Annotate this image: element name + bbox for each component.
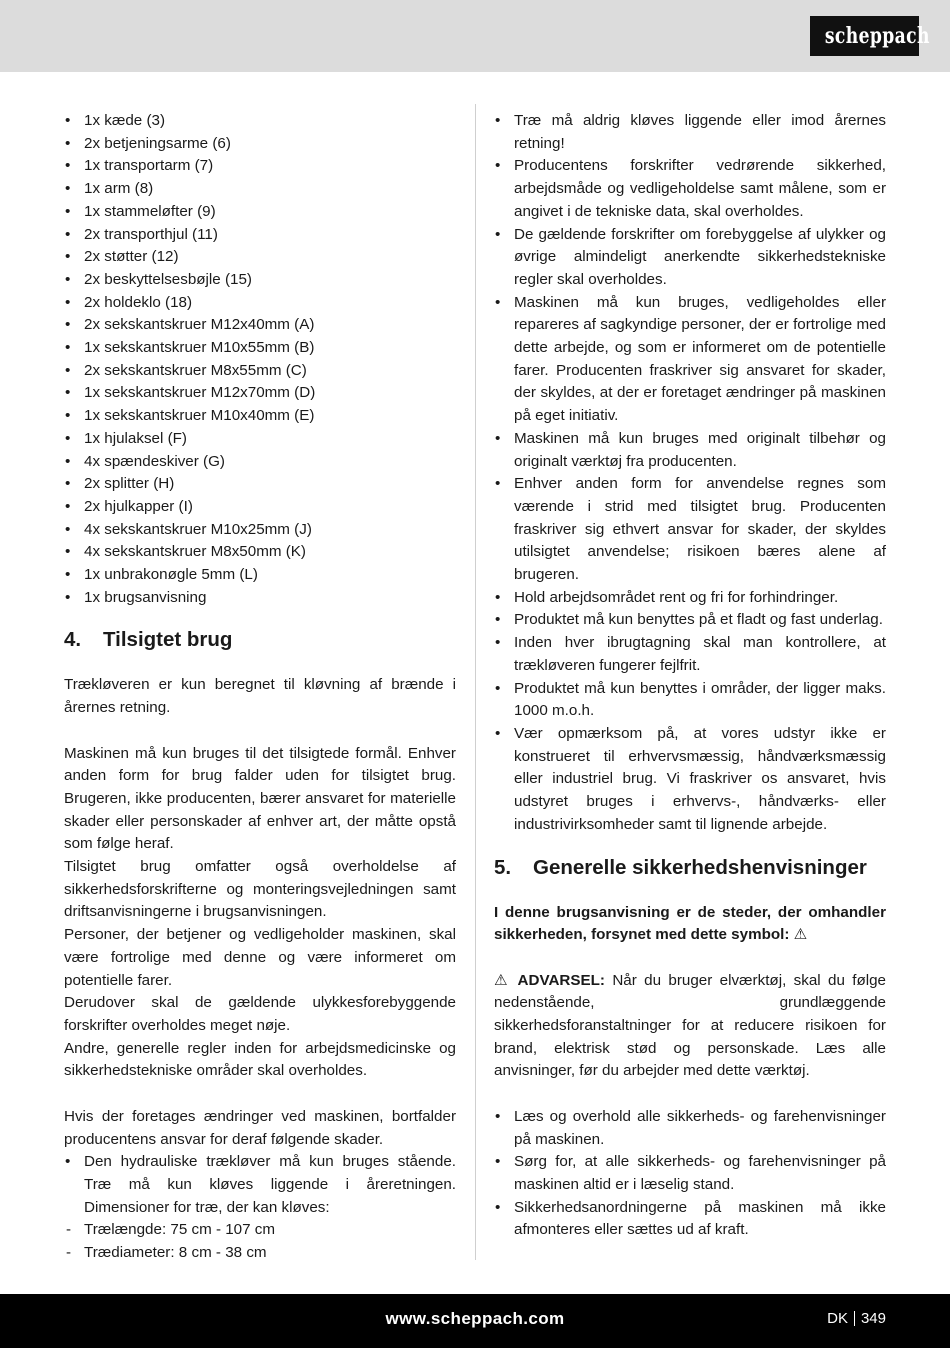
paragraph: Andre, generelle regler inden for arbejdsmedicinske og sikkerhedstekniske områder skal overholdes. xyxy=(64,1039,456,1080)
parts-list xyxy=(64,110,456,609)
parts-list-item: • 1x sekskantskruer M10x55mm (B) xyxy=(64,337,456,360)
list-item: • Hold arbejdsområdet rent og fri for forhindringer. xyxy=(494,587,886,610)
section-5-number: 5. xyxy=(494,855,512,879)
parts-list-item: • 4x sekskantskruer M10x25mm (J) xyxy=(64,519,456,542)
page-number: 349 xyxy=(860,1310,886,1327)
paragraph: Derudover skal de gældende ulykkesforebyggende forskrifter overholdes meget nøje. xyxy=(64,994,456,1034)
list-item: • Vær opmærksom på, at vores udstyr ikke er konstrueret til erhvervsmæssig, håndværksmæssig eller industriel brug. Vi fraskriver os ansvaret, hvis udstyret bruges i erhvervs-, håndværks- eller industrivirksomheder samt til lignende arbejde. xyxy=(494,723,886,837)
footer xyxy=(0,1294,950,1348)
dimension-item: - Trædiameter: 8 cm - 38 cm xyxy=(64,1242,456,1265)
footer-url: www.scheppach.com xyxy=(385,1309,565,1328)
warning-text: Når du bruger elværktøj, skal du følge nedenstående, grundlæggende sikkerhedsforanstaltninger for at reducere risikoen for brand, elektrisk stød og personskade. Læs alle anvisninger, før du arbejder med dette værktøj. xyxy=(494,971,886,1080)
language-code: DK xyxy=(827,1310,848,1327)
parts-list-item: • 2x støtter (12) xyxy=(64,246,456,269)
left-column xyxy=(64,110,456,1265)
paragraph: Hvis der foretages ændringer ved maskinen, bortfalder producentens ansvar for deraf følgende skader. xyxy=(64,1107,456,1148)
usage-bullet-list xyxy=(64,1151,456,1265)
list-item: • Producentens forskrifter vedrørende sikkerhed, arbejdsmåde og vedligeholdelse samt målene, som er angivet i de tekniske data, skal overholdes. xyxy=(494,155,886,223)
parts-list-item: • 1x kæde (3) xyxy=(64,110,456,133)
parts-list-item: • 4x sekskantskruer M8x50mm (K) xyxy=(64,541,456,564)
list-item: • Maskinen må kun bruges med originalt tilbehør og originalt værktøj fra producenten. xyxy=(494,428,886,473)
paragraph: Trækløveren er kun beregnet til kløvning af brænde i årernes retning. xyxy=(64,676,456,717)
parts-list-item: • 2x transporthjul (11) xyxy=(64,224,456,247)
warning-paragraph xyxy=(494,970,886,1084)
list-item: • Produktet må kun benyttes i områder, der ligger maks. 1000 m.o.h. xyxy=(494,678,886,723)
parts-list-item: • 1x brugsanvisning xyxy=(64,587,456,610)
list-item: • Inden hver ibrugtagning skal man kontrollere, at trækløveren fungerer fejlfrit. xyxy=(494,632,886,677)
safety-intro: I denne brugsanvisning er de steder, der omhandler sikkerheden, forsynet med dette symbol: ⚠ xyxy=(494,903,886,944)
rules-list xyxy=(494,110,886,837)
parts-list-item: • 1x sekskantskruer M10x40mm (E) xyxy=(64,405,456,428)
list-item: • Sikkerhedsanordningerne på maskinen må ikke afmonteres eller sættes ud af kraft. xyxy=(494,1197,886,1242)
list-item: • De gældende forskrifter om forebyggelse af ulykker og øvrige almindeligt anerkendte sikkerhedstekniske regler skal overholdes. xyxy=(494,224,886,292)
list-item: • Læs og overhold alle sikkerheds- og farehenvisninger på maskinen. xyxy=(494,1106,886,1151)
logo-text: scheppach xyxy=(824,23,930,49)
list-item xyxy=(64,1151,456,1265)
parts-list-item: • 2x splitter (H) xyxy=(64,473,456,496)
parts-list-item: • 2x hjulkapper (I) xyxy=(64,496,456,519)
parts-list-item: • 1x sekskantskruer M12x70mm (D) xyxy=(64,382,456,405)
parts-list-item: • 2x sekskantskruer M8x55mm (C) xyxy=(64,360,456,383)
parts-list-item: • 4x spændeskiver (G) xyxy=(64,451,456,474)
list-item: • Maskinen må kun bruges, vedligeholdes eller repareres af sagkyndige personer, der er fortrolige med dette arbejde, og som er informeret om de potentielle farer. Producenten fraskriver sig ansvaret for skader, der skyldes, at der er foretaget ændringer på maskinen på eget initiativ. xyxy=(494,292,886,428)
list-item: • Produktet må kun benyttes på et fladt og fast underlag. xyxy=(494,609,886,632)
list-item: • Træ må aldrig kløves liggende eller imod årernes retning! xyxy=(494,110,886,155)
dimension-item: - Trælængde: 75 cm - 107 cm xyxy=(64,1219,456,1242)
parts-list-item: • 1x arm (8) xyxy=(64,178,456,201)
dimension-list xyxy=(64,1219,456,1264)
parts-list-item: • 1x unbrakonøgle 5mm (L) xyxy=(64,564,456,587)
parts-list-item: • 2x sekskantskruer M12x40mm (A) xyxy=(64,314,456,337)
right-column xyxy=(494,110,886,1242)
parts-list-item: • 1x hjulaksel (F) xyxy=(64,428,456,451)
list-item: • Enhver anden form for anvendelse regnes som værende i strid med tilsigtet brug. Producenten fraskriver sig ethvert ansvar for skader, der skyldes utilsigtet anvendelse; risikoen bæres alene af brugeren. xyxy=(494,473,886,587)
section-4-heading xyxy=(64,627,456,653)
parts-list-item: • 2x betjeningsarme (6) xyxy=(64,133,456,156)
list-item-text: Den hydrauliske trækløver må kun bruges stående. Træ må kun kløves liggende i åreretningen. Dimensioner for træ, der kan kløves: xyxy=(84,1153,456,1216)
list-item: • Sørg for, at alle sikkerheds- og farehenvisninger på maskinen altid er i læselig stand. xyxy=(494,1151,886,1196)
paragraph: Personer, der betjener og vedligeholder maskinen, skal være fortrolige med denne og være informeret om potentielle farer. xyxy=(64,926,456,989)
brand-logo xyxy=(810,16,930,56)
section-5-title: Generelle sikkerhedshenvisninger xyxy=(533,855,867,879)
section-5-heading xyxy=(494,855,886,881)
paragraph: Tilsigtet brug omfatter også overholdelse af sikkerhedsforskrifterne og monteringsvejledningen samt driftsanvisningerne i brugsanvisningen. xyxy=(64,858,456,921)
page-indicator xyxy=(827,1310,886,1327)
paragraph: Maskinen må kun bruges til det tilsigtede formål. Enhver anden form for brug falder uden for tilsigtet brug. Brugeren, ikke producenten, bærer ansvaret for materielle skader eller personskader af enhver art, der måtte opstå som følge heraf. xyxy=(64,744,456,853)
safety-list xyxy=(494,1106,886,1242)
separator xyxy=(854,1311,855,1326)
warning-label: ⚠ ADVARSEL: xyxy=(494,971,605,989)
column-divider xyxy=(475,104,476,1260)
header-band xyxy=(0,0,950,72)
section-4-number: 4. xyxy=(64,628,82,652)
parts-list-item: • 1x transportarm (7) xyxy=(64,155,456,178)
parts-list-item: • 2x beskyttelsesbøjle (15) xyxy=(64,269,456,292)
parts-list-item: • 2x holdeklo (18) xyxy=(64,292,456,315)
parts-list-item: • 1x stammeløfter (9) xyxy=(64,201,456,224)
section-4-title: Tilsigtet brug xyxy=(103,628,233,652)
